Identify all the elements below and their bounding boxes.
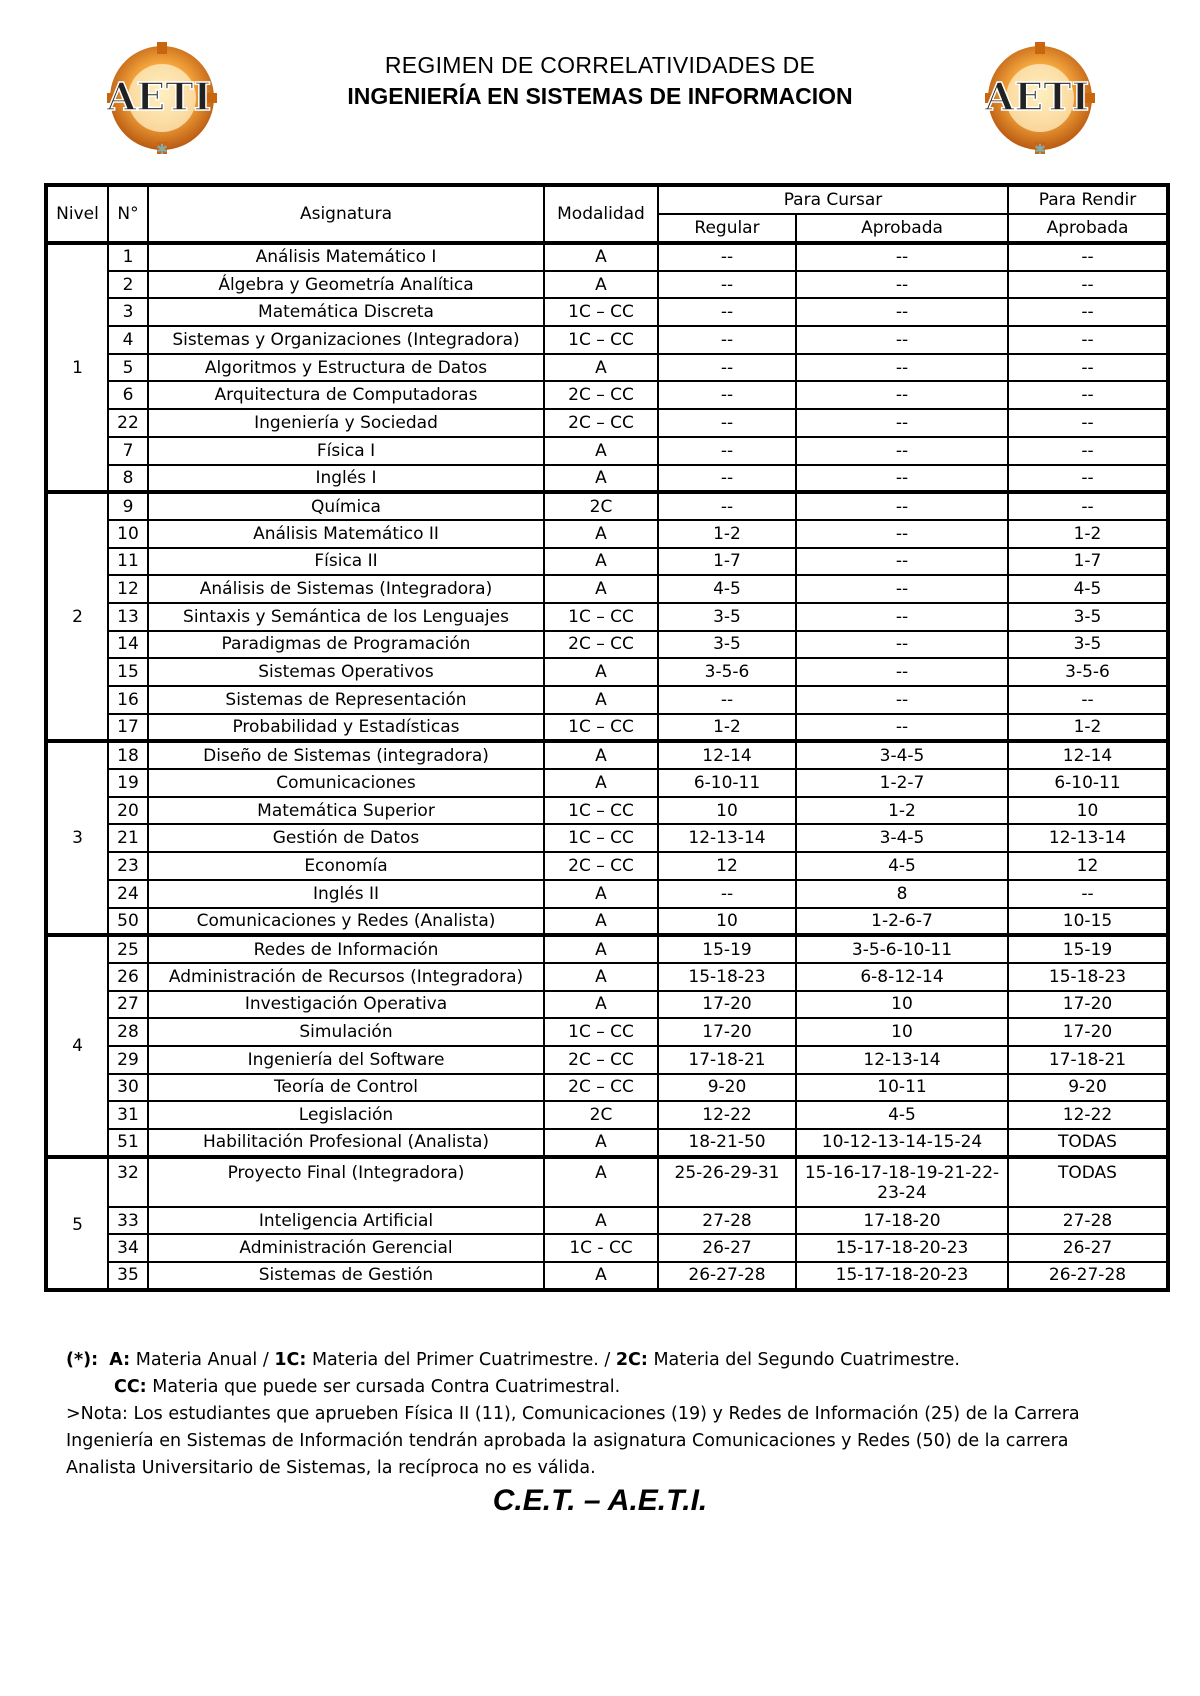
asignatura-cell: Algoritmos y Estructura de Datos bbox=[148, 354, 544, 382]
asignatura-cell: Análisis Matemático I bbox=[148, 243, 544, 271]
table-row bbox=[46, 492, 1168, 520]
svg-text:AETI: AETI bbox=[106, 74, 212, 119]
legend bbox=[66, 1347, 1136, 1482]
regular-cell: 26-27 bbox=[658, 1234, 796, 1262]
numero-cell: 18 bbox=[108, 741, 148, 769]
numero-cell: 31 bbox=[108, 1101, 148, 1129]
legend-1c-key: 1C: bbox=[274, 1350, 307, 1370]
asignatura-cell: Proyecto Final (Integradora) bbox=[148, 1157, 544, 1207]
modalidad-cell: 1C – CC bbox=[544, 714, 658, 742]
asignatura-cell: Probabilidad y Estadísticas bbox=[148, 714, 544, 742]
regular-cell: -- bbox=[658, 492, 796, 520]
header-modalidad: Modalidad bbox=[544, 185, 658, 243]
numero-cell: 5 bbox=[108, 354, 148, 382]
asignatura-cell: Legislación bbox=[148, 1101, 544, 1129]
modalidad-cell: 2C bbox=[544, 1101, 658, 1129]
table-row bbox=[46, 852, 1168, 880]
table-row bbox=[46, 686, 1168, 714]
header-para-rendir: Para Rendir bbox=[1008, 185, 1168, 214]
asignatura-cell: Inglés II bbox=[148, 880, 544, 908]
svg-text:✱: ✱ bbox=[156, 142, 168, 158]
numero-cell: 1 bbox=[108, 243, 148, 271]
aprobada-cell: 6-8-12-14 bbox=[796, 963, 1008, 991]
modalidad-cell: 1C - CC bbox=[544, 1234, 658, 1262]
numero-cell: 25 bbox=[108, 935, 148, 963]
rendir-cell: 12-22 bbox=[1008, 1101, 1168, 1129]
numero-cell: 13 bbox=[108, 603, 148, 631]
modalidad-cell: 2C – CC bbox=[544, 852, 658, 880]
table-row bbox=[46, 271, 1168, 299]
regular-cell: 4-5 bbox=[658, 575, 796, 603]
regular-cell: 3-5 bbox=[658, 631, 796, 659]
numero-cell: 22 bbox=[108, 409, 148, 437]
modalidad-cell: A bbox=[544, 520, 658, 548]
svg-text:AETI: AETI bbox=[984, 74, 1090, 119]
rendir-cell: -- bbox=[1008, 326, 1168, 354]
regular-cell: -- bbox=[658, 243, 796, 271]
aprobada-cell: -- bbox=[796, 381, 1008, 409]
legend-line-2 bbox=[66, 1374, 1136, 1401]
table-row bbox=[46, 326, 1168, 354]
modalidad-cell: A bbox=[544, 548, 658, 576]
numero-cell: 28 bbox=[108, 1018, 148, 1046]
aprobada-cell: -- bbox=[796, 465, 1008, 493]
asignatura-cell: Gestión de Datos bbox=[148, 824, 544, 852]
regular-cell: 1-7 bbox=[658, 548, 796, 576]
rendir-cell: 1-2 bbox=[1008, 714, 1168, 742]
modalidad-cell: 1C – CC bbox=[544, 326, 658, 354]
aprobada-cell: 10-12-13-14-15-24 bbox=[796, 1129, 1008, 1157]
table-row bbox=[46, 1074, 1168, 1102]
aprobada-cell: 1-2 bbox=[796, 797, 1008, 825]
asignatura-cell: Investigación Operativa bbox=[148, 991, 544, 1019]
table-body bbox=[46, 243, 1168, 1290]
asignatura-cell: Comunicaciones y Redes (Analista) bbox=[148, 908, 544, 936]
nivel-cell: 3 bbox=[46, 741, 108, 935]
asignatura-cell: Análisis Matemático II bbox=[148, 520, 544, 548]
numero-cell: 14 bbox=[108, 631, 148, 659]
rendir-cell: 3-5 bbox=[1008, 603, 1168, 631]
rendir-cell: 17-18-21 bbox=[1008, 1046, 1168, 1074]
numero-cell: 2 bbox=[108, 271, 148, 299]
regular-cell: 18-21-50 bbox=[658, 1129, 796, 1157]
aprobada-cell: -- bbox=[796, 243, 1008, 271]
regular-cell: 10 bbox=[658, 908, 796, 936]
modalidad-cell: 2C – CC bbox=[544, 1074, 658, 1102]
asignatura-cell: Física II bbox=[148, 548, 544, 576]
regular-cell: -- bbox=[658, 354, 796, 382]
legend-2c-key: 2C: bbox=[615, 1350, 648, 1370]
asignatura-cell: Matemática Superior bbox=[148, 797, 544, 825]
regular-cell: 12-13-14 bbox=[658, 824, 796, 852]
numero-cell: 21 bbox=[108, 824, 148, 852]
table-row bbox=[46, 548, 1168, 576]
rendir-cell: 15-19 bbox=[1008, 935, 1168, 963]
asignatura-cell: Arquitectura de Computadoras bbox=[148, 381, 544, 409]
asignatura-cell: Economía bbox=[148, 852, 544, 880]
nivel-cell: 4 bbox=[46, 935, 108, 1157]
regular-cell: 25-26-29-31 bbox=[658, 1157, 796, 1207]
header-aprobada: Aprobada bbox=[796, 214, 1008, 243]
rendir-cell: -- bbox=[1008, 492, 1168, 520]
modalidad-cell: A bbox=[544, 243, 658, 271]
table-row bbox=[46, 1018, 1168, 1046]
aprobada-cell: -- bbox=[796, 658, 1008, 686]
asignatura-cell: Ingeniería del Software bbox=[148, 1046, 544, 1074]
aprobada-cell: 17-18-20 bbox=[796, 1207, 1008, 1235]
modalidad-cell: 2C – CC bbox=[544, 381, 658, 409]
aprobada-cell: -- bbox=[796, 714, 1008, 742]
table-row bbox=[46, 769, 1168, 797]
asignatura-cell: Comunicaciones bbox=[148, 769, 544, 797]
legend-cc-text: Materia que puede ser cursada Contra Cuatrimestral. bbox=[152, 1377, 621, 1397]
table-row bbox=[46, 465, 1168, 493]
modalidad-cell: A bbox=[544, 963, 658, 991]
table-row bbox=[46, 658, 1168, 686]
modalidad-cell: A bbox=[544, 880, 658, 908]
table-row bbox=[46, 1262, 1168, 1290]
numero-cell: 26 bbox=[108, 963, 148, 991]
rendir-cell: -- bbox=[1008, 298, 1168, 326]
numero-cell: 6 bbox=[108, 381, 148, 409]
rendir-cell: 1-2 bbox=[1008, 520, 1168, 548]
header-numero: N° bbox=[108, 185, 148, 243]
nivel-cell: 1 bbox=[46, 243, 108, 492]
asignatura-cell: Álgebra y Geometría Analítica bbox=[148, 271, 544, 299]
numero-cell: 16 bbox=[108, 686, 148, 714]
asignatura-cell: Química bbox=[148, 492, 544, 520]
regular-cell: -- bbox=[658, 437, 796, 465]
modalidad-cell: A bbox=[544, 354, 658, 382]
rendir-cell: 4-5 bbox=[1008, 575, 1168, 603]
aprobada-cell: 3-4-5 bbox=[796, 824, 1008, 852]
asignatura-cell: Administración de Recursos (Integradora) bbox=[148, 963, 544, 991]
modalidad-cell: 1C – CC bbox=[544, 298, 658, 326]
numero-cell: 15 bbox=[108, 658, 148, 686]
asignatura-cell: Física I bbox=[148, 437, 544, 465]
table-row bbox=[46, 797, 1168, 825]
rendir-cell: 12-13-14 bbox=[1008, 824, 1168, 852]
regular-cell: -- bbox=[658, 465, 796, 493]
regular-cell: 10 bbox=[658, 797, 796, 825]
modalidad-cell: A bbox=[544, 1129, 658, 1157]
regular-cell: -- bbox=[658, 298, 796, 326]
modalidad-cell: 1C – CC bbox=[544, 824, 658, 852]
regular-cell: 15-18-23 bbox=[658, 963, 796, 991]
numero-cell: 34 bbox=[108, 1234, 148, 1262]
table-row bbox=[46, 1157, 1168, 1207]
aprobada-cell: -- bbox=[796, 520, 1008, 548]
modalidad-cell: A bbox=[544, 271, 658, 299]
numero-cell: 17 bbox=[108, 714, 148, 742]
table-row bbox=[46, 824, 1168, 852]
modalidad-cell: 1C – CC bbox=[544, 1018, 658, 1046]
aprobada-cell: -- bbox=[796, 354, 1008, 382]
modalidad-cell: 1C – CC bbox=[544, 797, 658, 825]
table-row bbox=[46, 243, 1168, 271]
title-line-2: INGENIERÍA EN SISTEMAS DE INFORMACION bbox=[347, 83, 853, 109]
svg-text:✱: ✱ bbox=[1034, 142, 1046, 158]
numero-cell: 27 bbox=[108, 991, 148, 1019]
regular-cell: 1-2 bbox=[658, 714, 796, 742]
footer-signature: C.E.T. – A.E.T.I. bbox=[492, 1484, 708, 1517]
numero-cell: 10 bbox=[108, 520, 148, 548]
header-para-cursar: Para Cursar bbox=[658, 185, 1008, 214]
aprobada-cell: 4-5 bbox=[796, 852, 1008, 880]
rendir-cell: 27-28 bbox=[1008, 1207, 1168, 1235]
rendir-cell: -- bbox=[1008, 465, 1168, 493]
asignatura-cell: Sistemas de Representación bbox=[148, 686, 544, 714]
asignatura-cell: Simulación bbox=[148, 1018, 544, 1046]
legend-2c-text: Materia del Segundo Cuatrimestre. bbox=[653, 1350, 960, 1370]
regular-cell: -- bbox=[658, 880, 796, 908]
header-asignatura: Asignatura bbox=[148, 185, 544, 243]
aprobada-cell: -- bbox=[796, 492, 1008, 520]
numero-cell: 24 bbox=[108, 880, 148, 908]
modalidad-cell: A bbox=[544, 686, 658, 714]
regular-cell: 6-10-11 bbox=[658, 769, 796, 797]
asignatura-cell: Paradigmas de Programación bbox=[148, 631, 544, 659]
numero-cell: 30 bbox=[108, 1074, 148, 1102]
asignatura-cell: Diseño de Sistemas (integradora) bbox=[148, 741, 544, 769]
table-row bbox=[46, 298, 1168, 326]
modalidad-cell: A bbox=[544, 741, 658, 769]
modalidad-cell: 2C – CC bbox=[544, 409, 658, 437]
aprobada-cell: 10 bbox=[796, 1018, 1008, 1046]
modalidad-cell: 2C bbox=[544, 492, 658, 520]
numero-cell: 20 bbox=[108, 797, 148, 825]
modalidad-cell: A bbox=[544, 1157, 658, 1207]
aprobada-cell: 4-5 bbox=[796, 1101, 1008, 1129]
rendir-cell: 17-20 bbox=[1008, 991, 1168, 1019]
aprobada-cell: 8 bbox=[796, 880, 1008, 908]
regular-cell: 26-27-28 bbox=[658, 1262, 796, 1290]
rendir-cell: TODAS bbox=[1008, 1129, 1168, 1157]
modalidad-cell: A bbox=[544, 437, 658, 465]
header-regular: Regular bbox=[658, 214, 796, 243]
rendir-cell: 26-27 bbox=[1008, 1234, 1168, 1262]
aprobada-cell: -- bbox=[796, 631, 1008, 659]
numero-cell: 35 bbox=[108, 1262, 148, 1290]
numero-cell: 7 bbox=[108, 437, 148, 465]
nivel-cell: 2 bbox=[46, 492, 108, 741]
numero-cell: 51 bbox=[108, 1129, 148, 1157]
legend-cc-key: CC: bbox=[114, 1377, 147, 1397]
table-row bbox=[46, 1046, 1168, 1074]
rendir-cell: -- bbox=[1008, 243, 1168, 271]
rendir-cell: -- bbox=[1008, 381, 1168, 409]
table-row bbox=[46, 908, 1168, 936]
aprobada-cell: -- bbox=[796, 326, 1008, 354]
rendir-cell: 6-10-11 bbox=[1008, 769, 1168, 797]
aeti-logo-right bbox=[952, 42, 1122, 160]
aeti-logo-left bbox=[74, 42, 244, 160]
table-row bbox=[46, 631, 1168, 659]
asignatura-cell: Sistemas y Organizaciones (Integradora) bbox=[148, 326, 544, 354]
numero-cell: 9 bbox=[108, 492, 148, 520]
asignatura-cell: Inteligencia Artificial bbox=[148, 1207, 544, 1235]
numero-cell: 29 bbox=[108, 1046, 148, 1074]
regular-cell: 12-22 bbox=[658, 1101, 796, 1129]
aprobada-cell: 3-5-6-10-11 bbox=[796, 935, 1008, 963]
rendir-cell: 12-14 bbox=[1008, 741, 1168, 769]
regular-cell: 17-18-21 bbox=[658, 1046, 796, 1074]
numero-cell: 33 bbox=[108, 1207, 148, 1235]
aprobada-cell: -- bbox=[796, 271, 1008, 299]
legend-marker: (*): bbox=[66, 1350, 99, 1370]
asignatura-cell: Administración Gerencial bbox=[148, 1234, 544, 1262]
table-row bbox=[46, 741, 1168, 769]
legend-a-text: Materia Anual / bbox=[135, 1350, 269, 1370]
numero-cell: 12 bbox=[108, 575, 148, 603]
modalidad-cell: A bbox=[544, 1262, 658, 1290]
numero-cell: 8 bbox=[108, 465, 148, 493]
table-row bbox=[46, 880, 1168, 908]
regular-cell: 1-2 bbox=[658, 520, 796, 548]
table-row bbox=[46, 1129, 1168, 1157]
rendir-cell: 12 bbox=[1008, 852, 1168, 880]
rendir-cell: TODAS bbox=[1008, 1157, 1168, 1207]
asignatura-cell: Sistemas Operativos bbox=[148, 658, 544, 686]
rendir-cell: 10-15 bbox=[1008, 908, 1168, 936]
asignatura-cell: Habilitación Profesional (Analista) bbox=[148, 1129, 544, 1157]
rendir-cell: -- bbox=[1008, 437, 1168, 465]
regular-cell: 12 bbox=[658, 852, 796, 880]
regular-cell: -- bbox=[658, 271, 796, 299]
regular-cell: 15-19 bbox=[658, 935, 796, 963]
numero-cell: 32 bbox=[108, 1157, 148, 1207]
table-row bbox=[46, 603, 1168, 631]
modalidad-cell: A bbox=[544, 465, 658, 493]
aprobada-cell: -- bbox=[796, 548, 1008, 576]
regular-cell: 17-20 bbox=[658, 991, 796, 1019]
rendir-cell: 1-7 bbox=[1008, 548, 1168, 576]
numero-cell: 23 bbox=[108, 852, 148, 880]
rendir-cell: -- bbox=[1008, 354, 1168, 382]
aprobada-cell: 12-13-14 bbox=[796, 1046, 1008, 1074]
asignatura-cell: Redes de Información bbox=[148, 935, 544, 963]
regular-cell: 27-28 bbox=[658, 1207, 796, 1235]
numero-cell: 19 bbox=[108, 769, 148, 797]
modalidad-cell: A bbox=[544, 575, 658, 603]
modalidad-cell: A bbox=[544, 908, 658, 936]
table-row bbox=[46, 354, 1168, 382]
table-row bbox=[46, 714, 1168, 742]
table-row bbox=[46, 1207, 1168, 1235]
numero-cell: 3 bbox=[108, 298, 148, 326]
modalidad-cell: A bbox=[544, 1207, 658, 1235]
regular-cell: 12-14 bbox=[658, 741, 796, 769]
regular-cell: 9-20 bbox=[658, 1074, 796, 1102]
table-row bbox=[46, 991, 1168, 1019]
rendir-cell: 3-5 bbox=[1008, 631, 1168, 659]
legend-line-1 bbox=[66, 1347, 1136, 1374]
modalidad-cell: 2C – CC bbox=[544, 631, 658, 659]
aprobada-cell: -- bbox=[796, 437, 1008, 465]
title-line-1: REGIMEN DE CORRELATIVIDADES DE bbox=[384, 52, 816, 78]
aprobada-cell: 1-2-6-7 bbox=[796, 908, 1008, 936]
page-title bbox=[270, 52, 930, 110]
aprobada-cell: -- bbox=[796, 686, 1008, 714]
regular-cell: -- bbox=[658, 409, 796, 437]
aprobada-cell: 15-16-17-18-19-21-22-23-24 bbox=[796, 1157, 1008, 1207]
legend-1c-text: Materia del Primer Cuatrimestre. / bbox=[311, 1350, 611, 1370]
regular-cell: 3-5 bbox=[658, 603, 796, 631]
table-row bbox=[46, 935, 1168, 963]
rendir-cell: 15-18-23 bbox=[1008, 963, 1168, 991]
aprobada-cell: -- bbox=[796, 298, 1008, 326]
numero-cell: 4 bbox=[108, 326, 148, 354]
rendir-cell: 26-27-28 bbox=[1008, 1262, 1168, 1290]
legend-nota: >Nota: Los estudiantes que aprueben Física II (11), Comunicaciones (19) y Redes de Información (25) de la Carrera Ingeniería en Sistemas de Información tendrán aprobada la asignatura Comunicaciones y Redes (50) de la carrera Analista Universitario de Sistemas, la recíproca no es válida. bbox=[66, 1404, 1080, 1478]
correlatividades-table bbox=[44, 183, 1170, 1292]
rendir-cell: -- bbox=[1008, 686, 1168, 714]
aprobada-cell: 1-2-7 bbox=[796, 769, 1008, 797]
table-row bbox=[46, 963, 1168, 991]
numero-cell: 50 bbox=[108, 908, 148, 936]
asignatura-cell: Matemática Discreta bbox=[148, 298, 544, 326]
rendir-cell: -- bbox=[1008, 880, 1168, 908]
aprobada-cell: -- bbox=[796, 603, 1008, 631]
asignatura-cell: Sintaxis y Semántica de los Lenguajes bbox=[148, 603, 544, 631]
nivel-cell: 5 bbox=[46, 1157, 108, 1290]
asignatura-cell: Análisis de Sistemas (Integradora) bbox=[148, 575, 544, 603]
table-row bbox=[46, 520, 1168, 548]
rendir-cell: -- bbox=[1008, 271, 1168, 299]
aprobada-cell: 10 bbox=[796, 991, 1008, 1019]
table-row bbox=[46, 437, 1168, 465]
rendir-cell: 10 bbox=[1008, 797, 1168, 825]
regular-cell: -- bbox=[658, 381, 796, 409]
modalidad-cell: A bbox=[544, 658, 658, 686]
modalidad-cell: A bbox=[544, 991, 658, 1019]
table-row bbox=[46, 381, 1168, 409]
aprobada-cell: 15-17-18-20-23 bbox=[796, 1262, 1008, 1290]
numero-cell: 11 bbox=[108, 548, 148, 576]
aprobada-cell: 10-11 bbox=[796, 1074, 1008, 1102]
asignatura-cell: Inglés I bbox=[148, 465, 544, 493]
rendir-cell: 3-5-6 bbox=[1008, 658, 1168, 686]
regular-cell: -- bbox=[658, 686, 796, 714]
modalidad-cell: 2C – CC bbox=[544, 1046, 658, 1074]
regular-cell: -- bbox=[658, 326, 796, 354]
asignatura-cell: Ingeniería y Sociedad bbox=[148, 409, 544, 437]
table-row bbox=[46, 1101, 1168, 1129]
aprobada-cell: 15-17-18-20-23 bbox=[796, 1234, 1008, 1262]
table-row bbox=[46, 575, 1168, 603]
aprobada-cell: 3-4-5 bbox=[796, 741, 1008, 769]
modalidad-cell: 1C – CC bbox=[544, 603, 658, 631]
rendir-cell: -- bbox=[1008, 409, 1168, 437]
table-row bbox=[46, 409, 1168, 437]
asignatura-cell: Teoría de Control bbox=[148, 1074, 544, 1102]
rendir-cell: 9-20 bbox=[1008, 1074, 1168, 1102]
modalidad-cell: A bbox=[544, 935, 658, 963]
header-nivel: Nivel bbox=[46, 185, 108, 243]
legend-a-key: A: bbox=[109, 1350, 131, 1370]
aprobada-cell: -- bbox=[796, 575, 1008, 603]
asignatura-cell: Sistemas de Gestión bbox=[148, 1262, 544, 1290]
modalidad-cell: A bbox=[544, 769, 658, 797]
aprobada-cell: -- bbox=[796, 409, 1008, 437]
table-row bbox=[46, 1234, 1168, 1262]
header-rendir-aprobada: Aprobada bbox=[1008, 214, 1168, 243]
regular-cell: 3-5-6 bbox=[658, 658, 796, 686]
rendir-cell: 17-20 bbox=[1008, 1018, 1168, 1046]
regular-cell: 17-20 bbox=[658, 1018, 796, 1046]
